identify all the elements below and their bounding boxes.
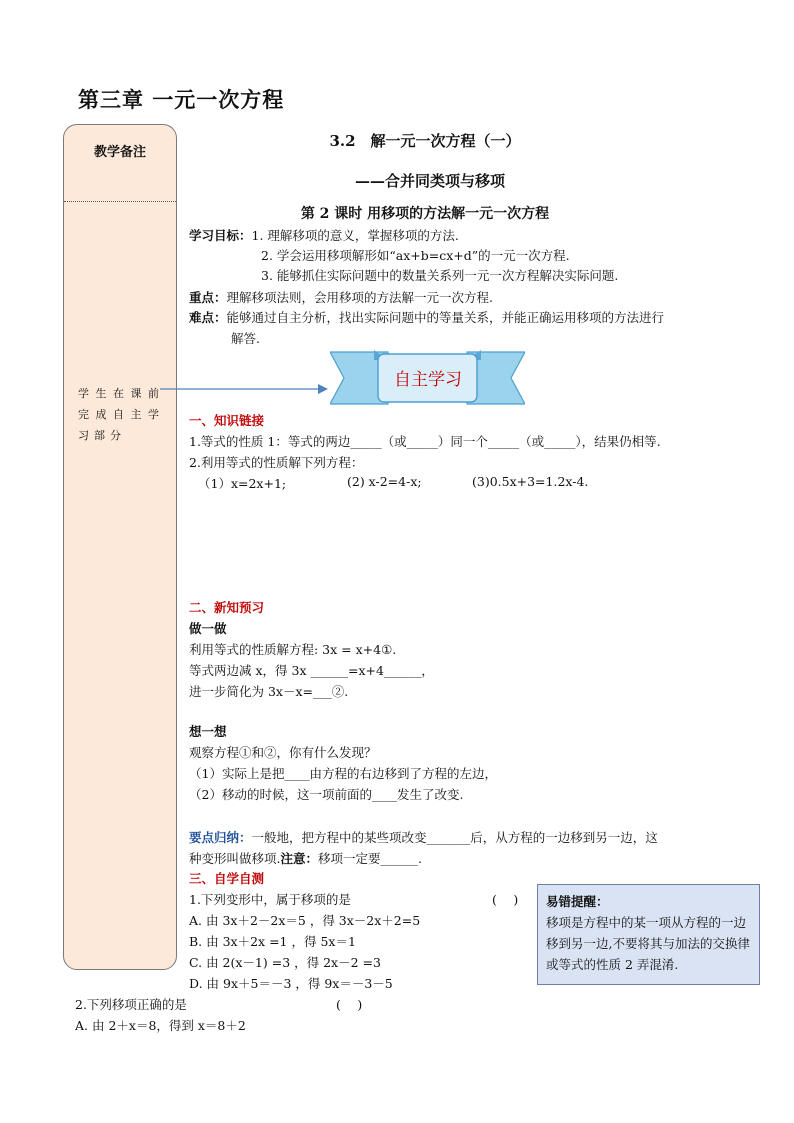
sidebar-header-label: 教学备注 [93,145,146,160]
section3-question-1: 1.下列变形中，属于移项的是 [189,892,351,907]
think-line-3: （2）移动的时候，这一项前面的____发生了改变. [189,787,464,802]
tip-title: 易错提醒： [546,894,609,909]
objectives-label: 学习目标： [189,228,252,243]
key-point-text: 理解移项法则，会用移项的方法解一元一次方程. [226,290,493,305]
do-line-3: 进一步简化为 3x－x=___②. [189,684,349,699]
objective-item: 2. 学会运用移项解形如“ax+b=cx+d”的一元一次方程. [261,248,570,263]
option-a: A. 由 2＋x＝8，得到 x＝8＋2 [75,1018,246,1033]
think-title: 想一想 [189,724,227,739]
think-line-1: 观察方程①和②，你有什么发现？ [189,745,377,760]
banner-text: 自主学习 [394,370,462,390]
difficulty-text-cont: 解答. [231,331,260,346]
do-line-2: 等式两边减 x，得 3x ______=x+4______， [189,663,434,678]
objective-item: 3. 能够抓住实际问题中的数量关系列一元一次方程解决实际问题. [261,268,619,283]
teaching-notes-sidebar [63,124,177,970]
option-a: A. 由 3x＋2－2x＝5 ，得 3x－2x＋2=5 [189,913,421,928]
lesson-title: 第 2 课时 用移项的方法解一元一次方程 [300,206,550,222]
objective-item: 1. 理解移项的意义，掌握移项的方法. [251,228,459,243]
section1-question-2: 2.利用等式的性质解下列方程： [189,455,364,470]
difficulty-label: 难点： [189,310,227,325]
answer-paren: ( ) [336,997,363,1012]
section-subtitle: ——合并同类项与移项 [354,172,505,190]
sidebar-note: 学生在课前完成自主学习部分 [78,387,164,442]
summary-text: 一般地，把方程中的某些项改变_______后，从方程的一边移到另一边，这 [251,830,658,845]
objectives [189,226,459,244]
option-d: D. 由 9x＋5＝－3 ，得 9x＝－3－5 [189,976,393,991]
summary-cont [189,849,422,867]
note-text: 移项一定要______. [318,851,422,866]
difficulty-text: 能够通过自主分析，找出实际问题中的等量关系，并能正确运用移项的方法进行 [226,310,665,325]
arrow-icon [160,382,330,396]
key-point-label: 重点： [189,290,227,305]
section3-heading: 三、自学自测 [189,871,265,886]
sidebar-header [64,125,176,201]
section1-heading: 一、知识链接 [189,413,265,428]
tip-box [537,884,760,985]
summary-cont-text: 种变形叫做移项. [189,851,281,866]
difficulty [189,308,664,326]
chapter-title: 第三章 一元一次方程 [78,87,285,112]
do-line-1: 利用等式的性质解方程: 3x = x+4①. [189,642,397,657]
equation-3: (3)0.5x+3=1.2x-4. [472,474,589,489]
equation-2: (2) x-2=4-x; [347,474,422,489]
section-title: 3.2 解一元一次方程（一） [329,132,521,150]
summary-label: 要点归纳： [189,830,252,845]
tip-text: 移项是方程中的某一项从方程的一边移到另一边,不要将其与加法的交换律或等式的性质 2 弄混淆. [546,915,750,972]
option-b: B. 由 3x＋2x =1 ，得 5x＝1 [189,934,356,949]
equation-1: （1）x=2x+1; [198,476,287,491]
note-label: 注意： [280,851,318,866]
section2-heading: 二、新知预习 [189,600,265,615]
do-title: 做一做 [189,621,227,636]
key-summary [189,828,658,846]
sidebar-divider [64,201,176,202]
section1-question-1: 1.等式的性质 1：等式的两边_____（或_____）同一个_____（或_____），结果仍相等. [189,434,661,449]
answer-paren: ( ) [492,892,519,907]
key-point [189,288,493,306]
section3-question-2: 2.下列移项正确的是 [75,997,187,1012]
think-line-2: （1）实际上是把____由方程的右边移到了方程的左边， [189,766,497,781]
option-c: C. 由 2(x－1) =3 ，得 2x－2 =3 [189,955,381,970]
